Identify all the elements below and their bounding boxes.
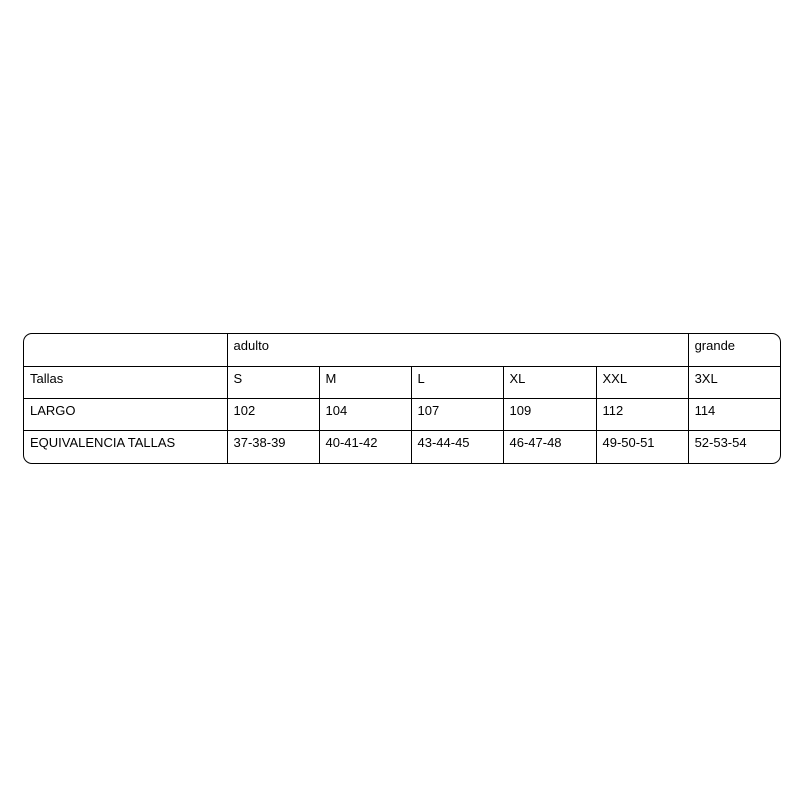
size-table-grid — [24, 334, 781, 463]
row-label: Tallas — [24, 366, 227, 398]
length-cell: 112 — [596, 399, 688, 431]
table-row — [24, 399, 781, 431]
size-cell: XXL — [596, 366, 688, 398]
size-cell: XL — [503, 366, 596, 398]
size-cell: 3XL — [688, 366, 781, 398]
equivalence-cell: 40-41-42 — [319, 431, 411, 463]
length-cell: 102 — [227, 399, 319, 431]
size-table — [23, 333, 781, 464]
length-cell: 107 — [411, 399, 503, 431]
length-cell: 109 — [503, 399, 596, 431]
group-header-row — [24, 334, 781, 366]
equivalence-cell: 43-44-45 — [411, 431, 503, 463]
equivalence-cell: 49-50-51 — [596, 431, 688, 463]
row-label: EQUIVALENCIA TALLAS — [24, 431, 227, 463]
equivalence-cell: 46-47-48 — [503, 431, 596, 463]
size-cell: M — [319, 366, 411, 398]
length-cell: 104 — [319, 399, 411, 431]
row-label: LARGO — [24, 399, 227, 431]
adult-group-header: adulto — [227, 334, 688, 366]
table-row — [24, 431, 781, 463]
size-cell: S — [227, 366, 319, 398]
equivalence-cell: 52-53-54 — [688, 431, 781, 463]
equivalence-cell: 37-38-39 — [227, 431, 319, 463]
large-group-header: grande — [688, 334, 781, 366]
table-row — [24, 366, 781, 398]
length-cell: 114 — [688, 399, 781, 431]
size-cell: L — [411, 366, 503, 398]
corner-cell — [24, 334, 227, 366]
